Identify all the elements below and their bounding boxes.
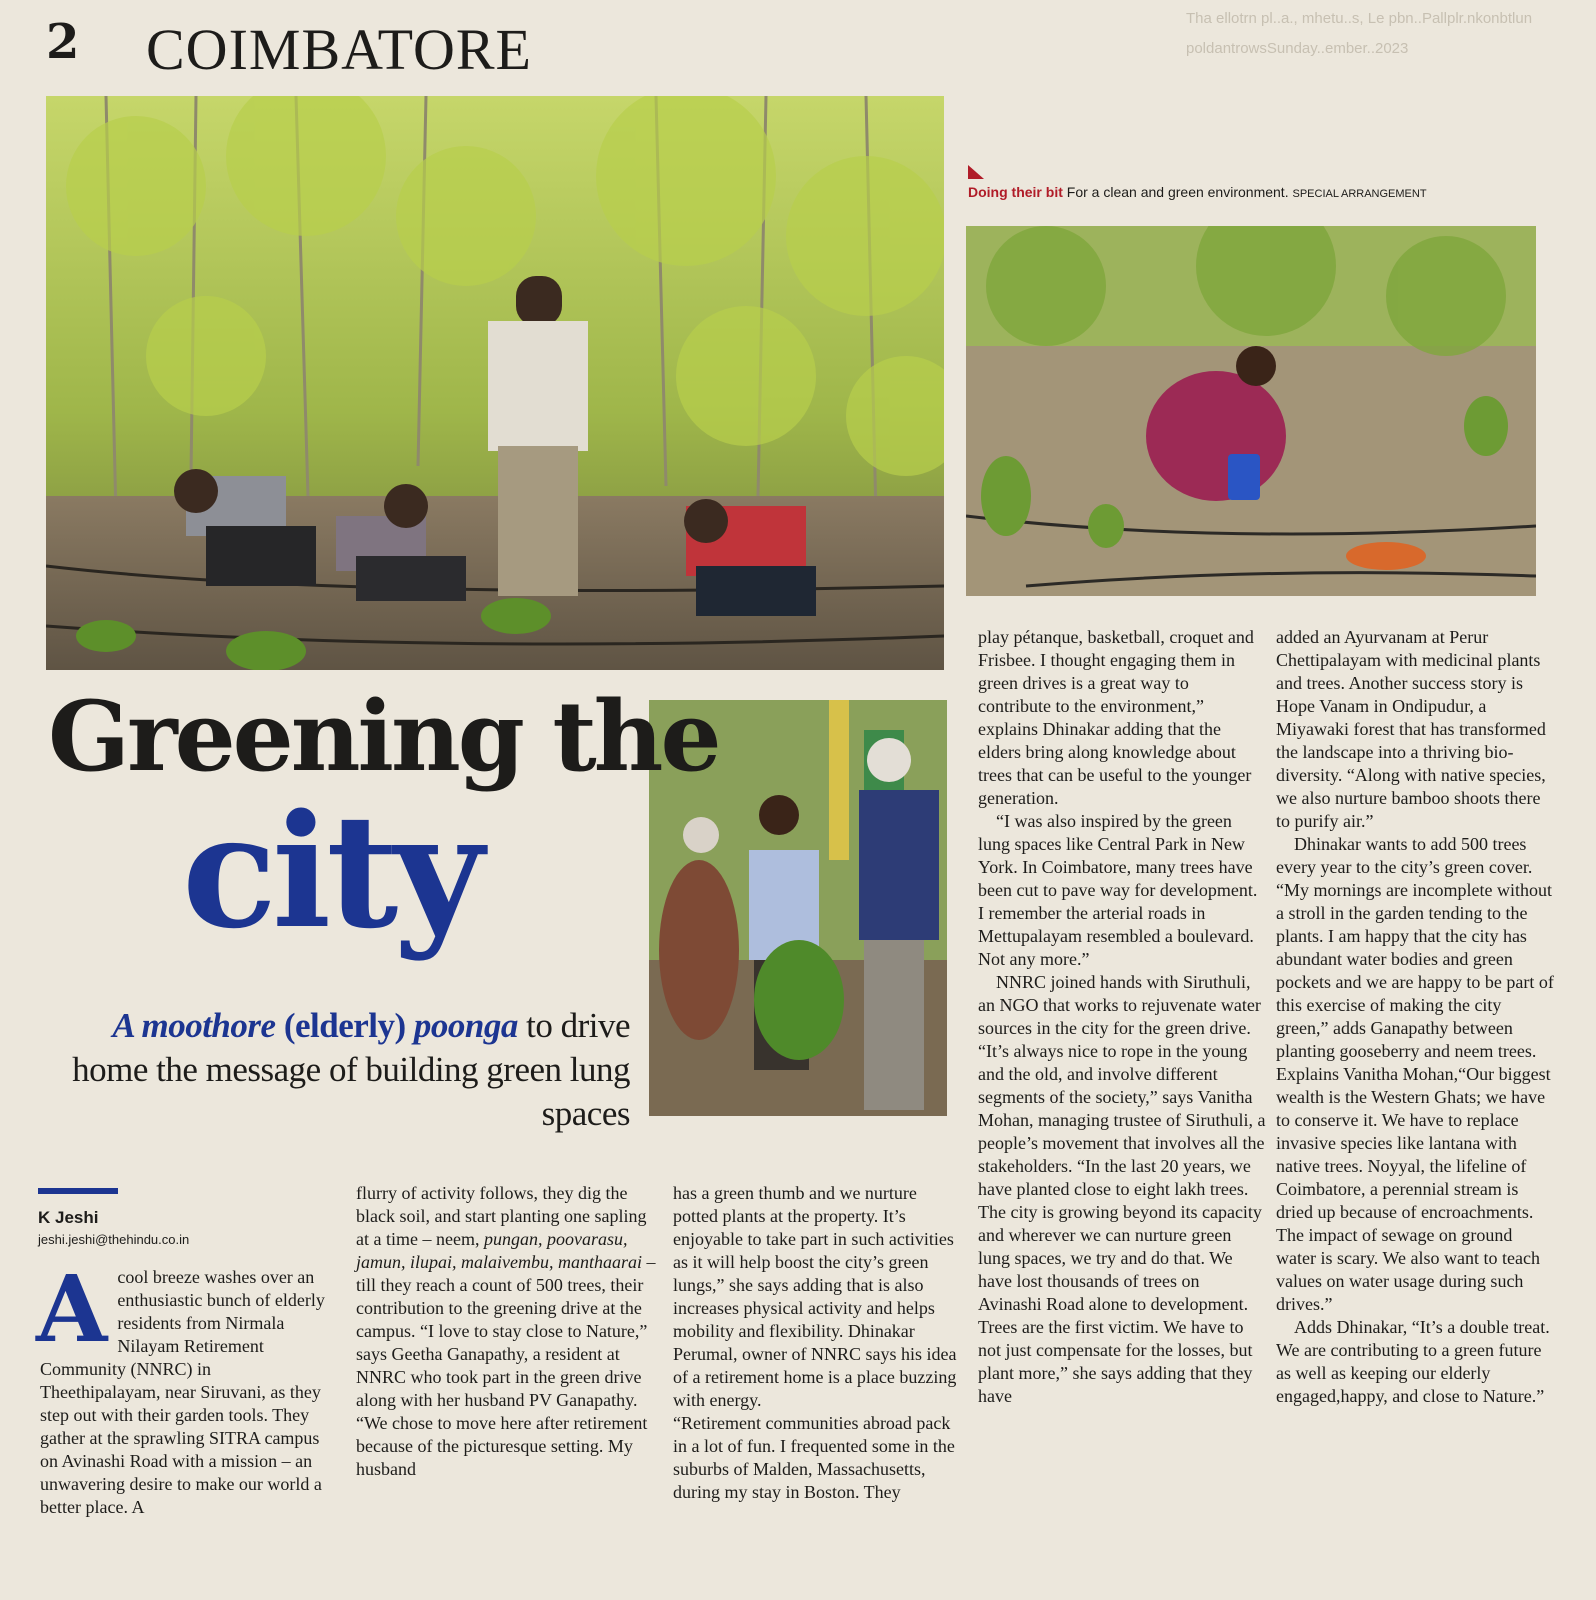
paragraph: “Retirement communities abroad pack in a lot of fun. I frequented some in the suburbs of Malden, Massachusetts, during my stay in Boston. They <box>673 1413 955 1502</box>
paragraph: play pétanque, basketball, croquet and Frisbee. I thought engaging them in green drives is a great way to contribute to the environment,” explains Dhinakar adding that the elders bring along knowledge about trees that can be useful to the younger generation. <box>978 627 1254 808</box>
deck-part-1: A <box>112 1006 142 1045</box>
text-run: flurry of activity follows, they dig the black soil, and start planting one sapling at a time – neem, <box>356 1183 647 1249</box>
section-title: COIMBATORE <box>146 17 532 82</box>
byline-rule <box>38 1188 118 1194</box>
article-column-4 <box>978 626 1266 1408</box>
deck-part-2: (elderly) <box>275 1006 414 1045</box>
article-column-1 <box>36 1255 326 1519</box>
paragraph: NNRC joined hands with Siruthuli, an NGO that works to rejuvenate water sources in the city for the green drive. “It’s always nice to rope in the young and the old, and involve different segments of the society,” says Vanitha Mohan, managing trustee of Siruthuli, a people’s movement that involves all the stakeholders. “In the last 20 years, we have planted close to eight lakh trees. The city is growing beyond its capacity and wherever we can nurture green lung spaces, we try and do that. We have lost thousands of trees on Avinashi Road alone to development. Trees are the first victim. We have to not just compensate for the losses, but plant more,” she says adding that they have <box>978 972 1266 1406</box>
ghost-line: poldantrowsSunday..ember..2023 <box>1186 40 1409 57</box>
paragraph: Dhinakar wants to add 500 trees every year to the city’s green cover. “My mornings are incomplete without a stroll in the garden tending to the plants. I am happy that the city has abundant water bodies and green pockets and we are happy to be part of this exercise of making the city green,” adds Ganapathy between planting gooseberry and neem trees. <box>1276 834 1554 1061</box>
paragraph: Explains Vanitha Mohan,“Our biggest wealth is the Western Ghats; we have to conserve it. We have to replace invasive species like lantana with native trees. Noyyal, the lifeline of Coimbatore, a perennial stream is dried up because of encroachments. The impact of sewage on ground water is scary. We also want to teach values on water usage during such drives.” <box>1276 1064 1551 1314</box>
deck-word-poonga: poonga <box>413 1006 518 1045</box>
deck-part-3: to drive home the message of building green lung spaces <box>72 1006 630 1133</box>
photo-woman-planting <box>966 226 1536 596</box>
paragraph: has a green thumb and we nurture potted plants at the property. It’s enjoyable to take part in such activities as it will help boost the city’s green lungs,” she says adding that is also increases physical activity and helps mobility and flexibility. Dhinakar Perumal, owner of NNRC says his idea of a retirement home is a place buzzing with energy. <box>673 1183 957 1410</box>
paragraph <box>356 1182 656 1481</box>
caption-marker-icon <box>968 163 984 179</box>
photo-caption <box>968 184 1427 200</box>
ghost-line: Tha ellotrn pl..a., mhetu..s, Le pbn..Pallplr.nkonbtlun <box>1186 10 1533 27</box>
article-column-2 <box>356 1182 656 1481</box>
drop-cap: A <box>36 1255 108 1363</box>
main-photo-planting <box>46 96 944 670</box>
page-number: 2 <box>46 14 80 70</box>
article-column-3 <box>673 1182 961 1504</box>
caption-text: For a clean and green environment. <box>1066 184 1289 200</box>
paragraph: “I was also inspired by the green lung spaces like Central Park in New York. In Coimbatore, many trees have been cut to pave way for development. I remember the arterial roads in Mettupalayam resembled a boulevard. Not any more.” <box>978 811 1258 969</box>
byline-author: K Jeshi <box>38 1208 99 1227</box>
headline-line-2: city <box>182 780 479 963</box>
text-run: – till they reach a count of 500 trees, their contribution to the greening drive at the campus. “I love to stay close to Nature,” says Geetha Ganapathy, a resident at NNRC who took part in the green drive along with her husband PV Ganapathy. “We chose to move here after retirement because of the picturesque setting. My husband <box>356 1252 656 1479</box>
article-column-5 <box>1276 626 1554 1408</box>
caption-title: Doing their bit <box>968 184 1063 200</box>
tree-names: pungan, poovarasu, jamun, ilupai, malaivembu, manthaarai <box>356 1229 642 1272</box>
deck-subheading <box>50 1004 630 1136</box>
paragraph: added an Ayurvanam at Perur Chettipalayam with medicinal plants and trees. Another success story is Hope Vanam in Ondipudur, a Miyawaki forest that has transformed the landscape into a thriving bio-diversity. “Along with native species, we also nurture bamboo shoots there to purify air.” <box>1276 627 1546 831</box>
bleed-through-text <box>1186 4 1586 74</box>
paragraph: Adds Dhinakar, “It’s a double treat. We are contributing to a green future as well as keeping our elderly engaged,happy, and close to Nature.” <box>1276 1317 1550 1406</box>
caption-credit: SPECIAL ARRANGEMENT <box>1292 188 1427 200</box>
paragraph: cool breeze washes over an enthusiastic bunch of elderly residents from Nirmala Nilayam Retirement Community (NNRC) in Theethipalayam, near Siruvani, as they step out with their garden tools. They gather at the sprawling SITRA campus on Avinashi Road with a mission – an unwavering desire to make our world a better place. A <box>40 1267 325 1517</box>
headline-line-1: Greening the <box>48 680 719 793</box>
deck-word-moothore: moothore <box>141 1006 276 1045</box>
byline-email: jeshi.jeshi@thehindu.co.in <box>38 1232 190 1247</box>
